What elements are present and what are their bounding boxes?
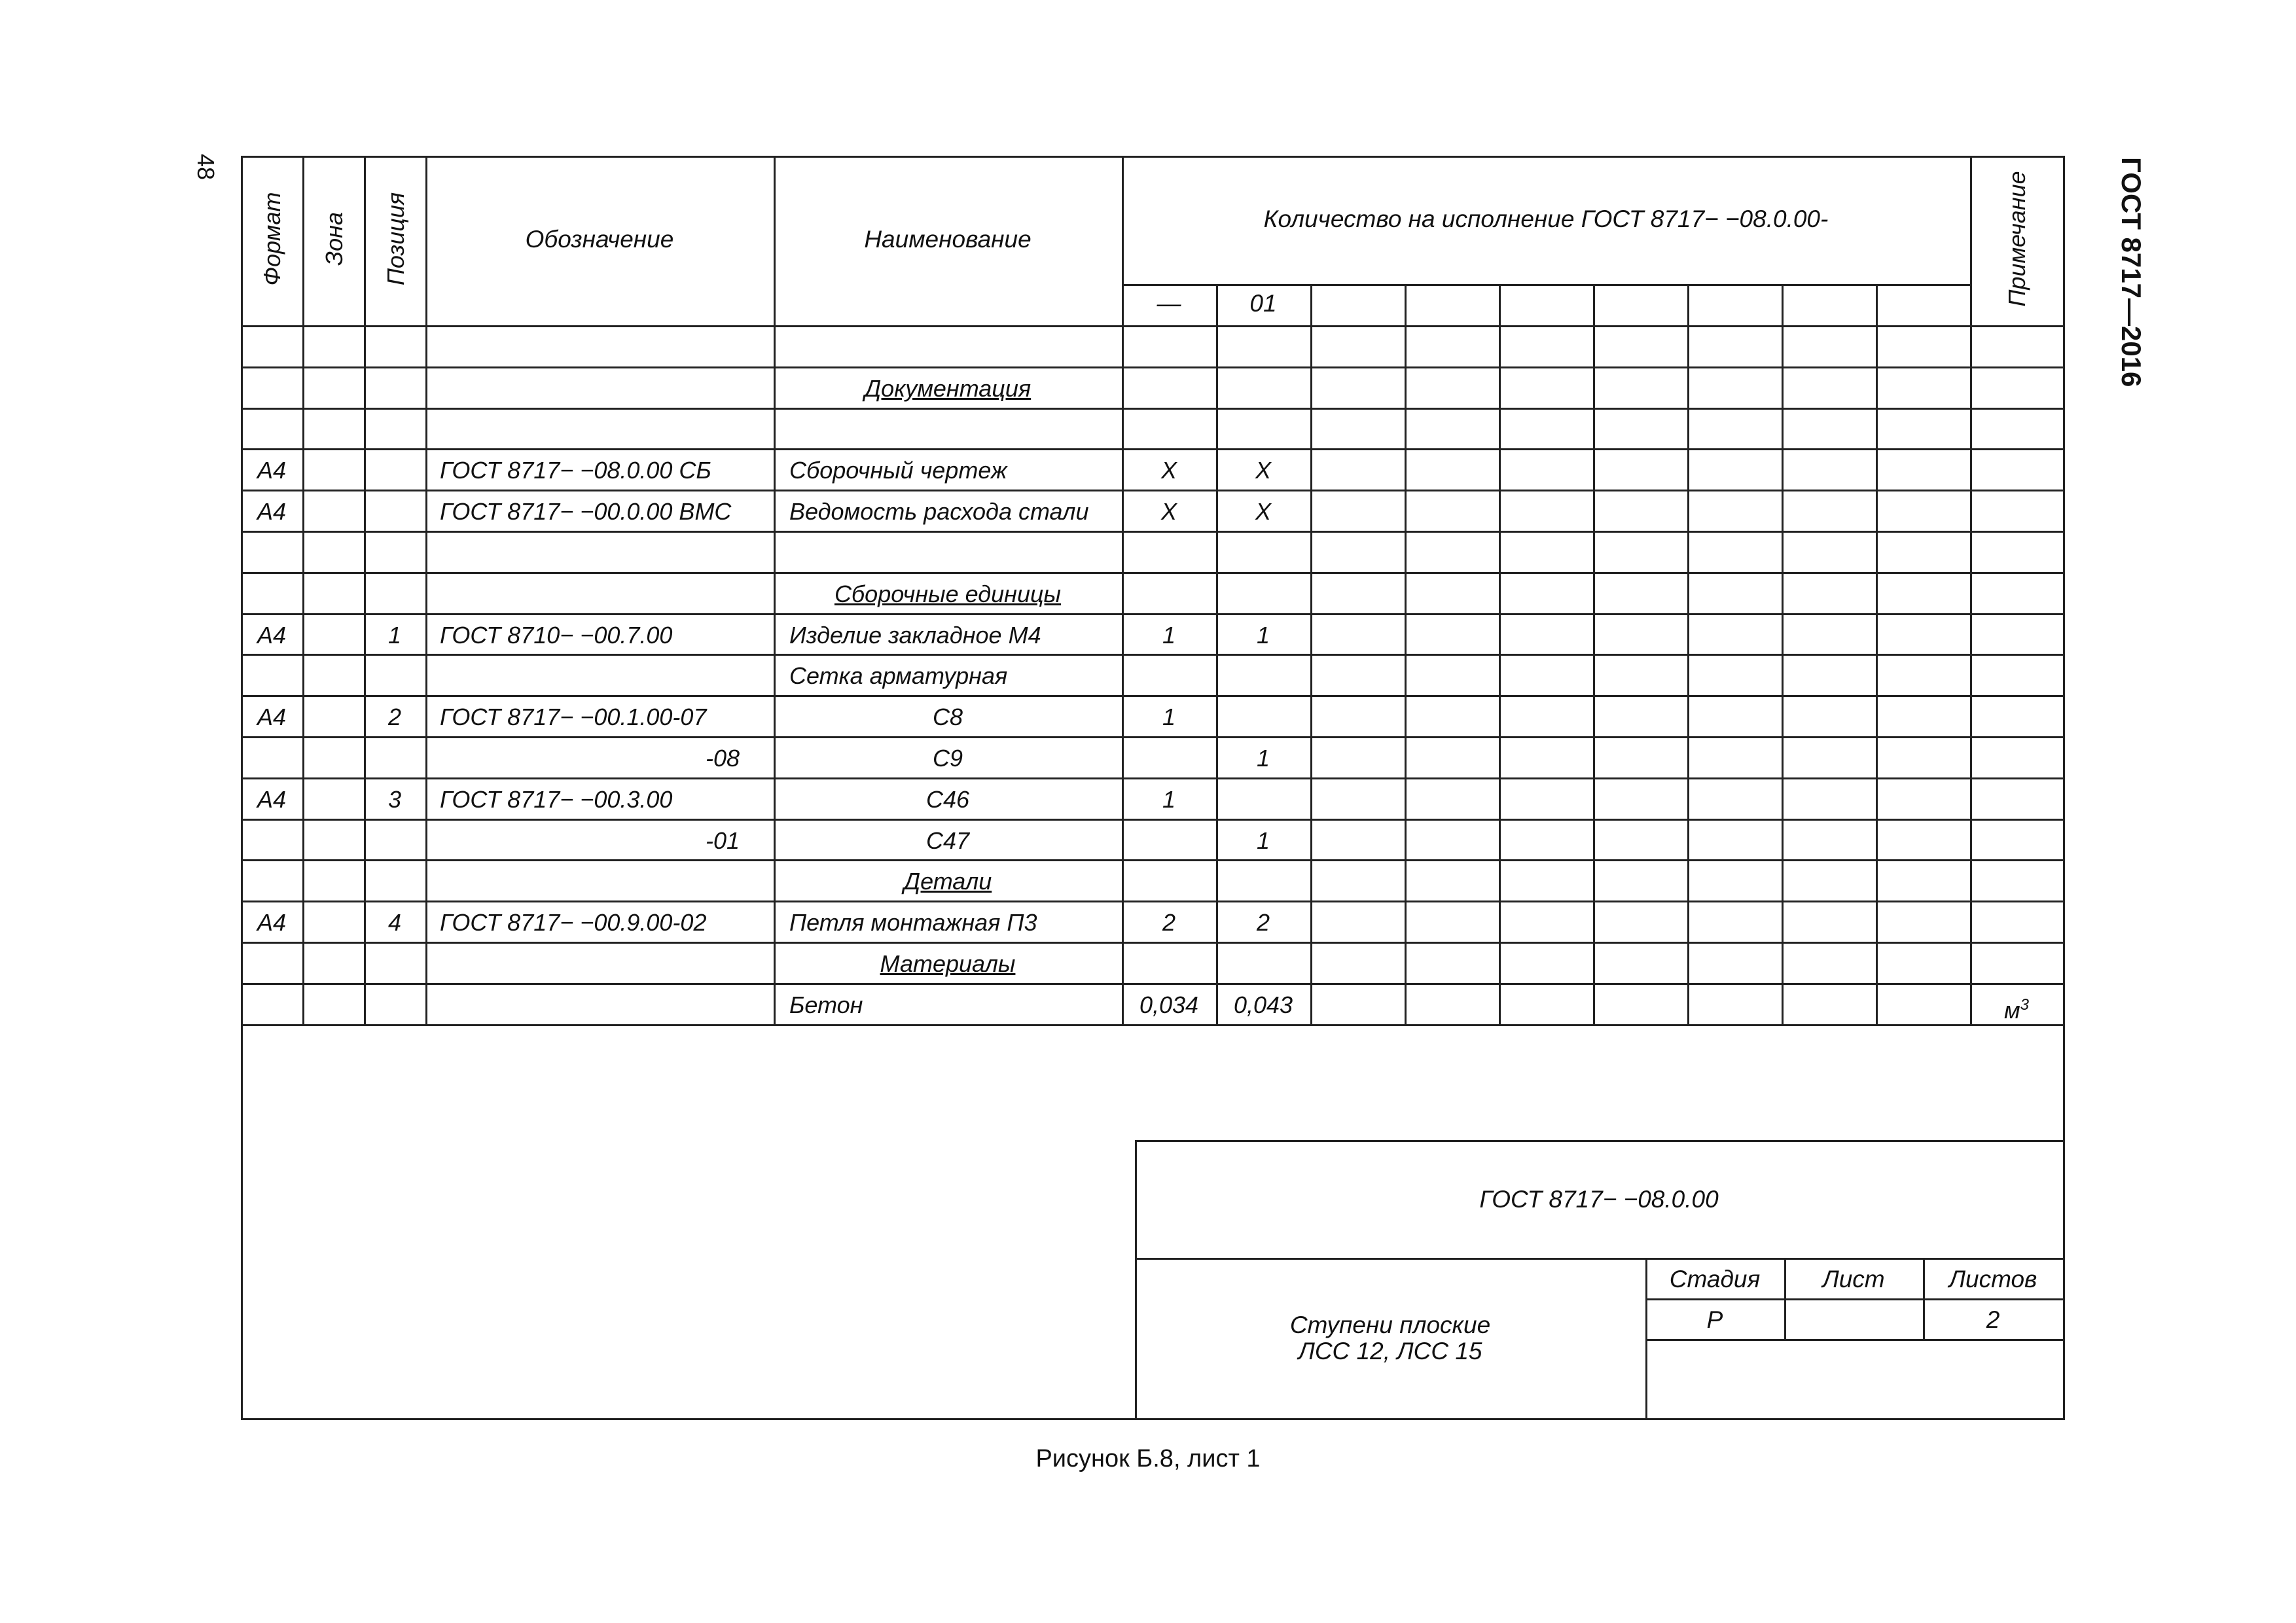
row-note (1970, 696, 2063, 738)
row-qty-base: 1 (1162, 704, 1176, 731)
row-qty-base (1122, 573, 1216, 615)
title-block-sheets-value: 2 (1986, 1306, 2000, 1333)
row-position (364, 368, 425, 409)
row-qty-01 (1216, 409, 1310, 450)
figure-caption: Рисунок Б.8, лист 1 (1035, 1445, 1261, 1472)
row-note (1970, 861, 2063, 902)
row-designation: -08 (705, 745, 740, 772)
row-format: А4 (257, 621, 287, 649)
row-name: Сетка арматурная (789, 662, 1008, 690)
row-note (1970, 779, 2063, 820)
table-column-line (425, 156, 427, 1024)
row-format: А4 (257, 909, 287, 936)
frame-bottom-line (241, 1418, 2065, 1420)
row-designation (440, 368, 767, 409)
row-note (1970, 368, 2063, 409)
row-name: Изделие закладное М4 (789, 621, 1041, 649)
row-qty-base (1122, 655, 1216, 696)
row-format (241, 861, 302, 902)
row-designation: ГОСТ 8717− −08.0.00 СБ (440, 457, 711, 484)
row-format (241, 655, 302, 696)
title-block-stage-value-line (1645, 1339, 2063, 1341)
row-note: $м^3$ (2003, 995, 2030, 1024)
row-name (789, 409, 1117, 450)
table-column-line (302, 156, 304, 1024)
row-qty-01 (1216, 943, 1310, 984)
row-qty-01 (1216, 861, 1310, 902)
row-name: Бетон (789, 991, 863, 1018)
row-designation: ГОСТ 8710− −00.7.00 (440, 621, 673, 649)
header-variant-base: — (1157, 290, 1181, 317)
row-note (1970, 327, 2063, 368)
row-qty-01: 0,043 (1233, 991, 1293, 1018)
row-qty-01: 1 (1256, 621, 1270, 649)
frame-top-line (241, 156, 2065, 158)
header-note: Примечание (2003, 171, 2030, 307)
row-format (241, 943, 302, 984)
row-note (1970, 573, 2063, 615)
row-designation (440, 573, 767, 615)
row-designation: ГОСТ 8717− −00.0.00 ВМС (440, 498, 732, 526)
row-designation: ГОСТ 8717− −00.3.00 (440, 785, 673, 813)
row-format (241, 532, 302, 573)
row-qty-01 (1216, 532, 1310, 573)
header-designation: Обозначение (525, 226, 674, 253)
row-qty-base (1122, 532, 1216, 573)
header-name: Наименование (864, 226, 1031, 253)
row-designation (440, 943, 767, 984)
header-variant-01: 01 (1249, 290, 1277, 317)
row-qty-01 (1216, 573, 1310, 615)
document-standard-title: ГОСТ 8717—2016 (2116, 157, 2147, 387)
row-format: А4 (257, 704, 287, 731)
row-format (241, 368, 302, 409)
title-block-designation: ГОСТ 8717− −08.0.00 (1479, 1186, 1719, 1213)
row-position: 4 (387, 909, 402, 936)
row-format (241, 573, 302, 615)
row-format: А4 (257, 785, 287, 813)
row-qty-base (1122, 738, 1216, 779)
title-block-sheets-label: Листов (1948, 1266, 2037, 1293)
row-note (1970, 943, 2063, 984)
section-heading: Сборочные единицы (834, 580, 1062, 607)
row-name: С9 (932, 745, 963, 772)
row-qty-base: 1 (1162, 785, 1176, 813)
row-note (1970, 532, 2063, 573)
row-designation (440, 532, 767, 573)
row-position (364, 491, 425, 532)
row-note (1970, 409, 2063, 450)
row-qty-base (1122, 327, 1216, 368)
row-qty-01: 2 (1256, 909, 1270, 936)
row-name: Петля монтажная П3 (789, 909, 1037, 936)
row-position (364, 409, 425, 450)
row-qty-01 (1216, 327, 1310, 368)
row-qty-base: 1 (1162, 621, 1176, 649)
row-name: С47 (925, 827, 970, 854)
row-position (364, 820, 425, 861)
row-position (364, 327, 425, 368)
row-qty-01: 1 (1256, 745, 1270, 772)
row-format: А4 (257, 457, 287, 484)
row-note (1970, 655, 2063, 696)
row-position (364, 943, 425, 984)
header-position: Позиция (382, 192, 409, 286)
frame-right-line (2063, 156, 2065, 1418)
row-qty-base: 2 (1162, 909, 1176, 936)
section-heading: Документация (864, 374, 1031, 402)
row-name: Ведомость расхода стали (789, 498, 1089, 526)
row-designation (440, 984, 767, 1026)
title-block-name-line2: ЛСС 12, ЛСС 15 (1298, 1338, 1482, 1364)
row-designation (440, 409, 767, 450)
row-qty-base (1122, 943, 1216, 984)
title-block-sheet-label: Лист (1822, 1266, 1885, 1293)
row-qty-01: Х (1255, 457, 1271, 484)
row-designation: ГОСТ 8717− −00.1.00-07 (440, 704, 707, 731)
row-designation (440, 861, 767, 902)
row-qty-base: 0,034 (1139, 991, 1199, 1018)
row-format (241, 738, 302, 779)
header-format: Формат (259, 192, 285, 286)
row-qty-base (1122, 368, 1216, 409)
row-qty-base (1122, 409, 1216, 450)
row-qty-01 (1216, 655, 1310, 696)
row-qty-01 (1216, 368, 1310, 409)
row-designation (440, 327, 767, 368)
row-name: Сборочный чертеж (789, 457, 1007, 484)
title-block-name-line1: Ступени плоские (1289, 1311, 1491, 1338)
row-format: А4 (257, 498, 287, 526)
header-zone: Зона (321, 212, 348, 266)
row-name: С8 (932, 704, 963, 731)
row-qty-base (1122, 861, 1216, 902)
row-position: 3 (387, 785, 402, 813)
row-position (364, 861, 425, 902)
row-qty-01: 1 (1256, 827, 1270, 854)
row-note (1970, 738, 2063, 779)
header-quantity: Количество на исполнение ГОСТ 8717− −08.0.00- (1263, 205, 1829, 232)
row-position (364, 532, 425, 573)
section-heading: Детали (903, 868, 992, 895)
note-superscript: 3 (2020, 995, 2030, 1014)
title-block-left-line (1135, 1140, 1137, 1418)
row-qty-01 (1216, 779, 1310, 820)
row-designation: -01 (705, 827, 740, 854)
quantity-subheader-line (1122, 284, 1970, 286)
row-note (1970, 450, 2063, 491)
page-number: 48 (192, 154, 219, 181)
title-block-stage-line (1645, 1298, 2063, 1300)
row-note (1970, 615, 2063, 656)
row-name (789, 327, 1117, 368)
row-note (1970, 820, 2063, 861)
row-qty-base: Х (1160, 498, 1177, 526)
row-format (241, 327, 302, 368)
row-note (1970, 491, 2063, 532)
title-block-stage-value: Р (1706, 1306, 1723, 1333)
row-position (364, 573, 425, 615)
row-format (241, 820, 302, 861)
row-qty-01: Х (1255, 498, 1271, 526)
row-position: 1 (387, 621, 402, 649)
row-position: 2 (387, 704, 402, 731)
row-qty-base: Х (1160, 457, 1177, 484)
row-qty-01 (1216, 696, 1310, 738)
row-format (241, 984, 302, 1026)
row-position (364, 738, 425, 779)
title-block-stage-label: Стадия (1669, 1266, 1761, 1293)
row-name: С46 (925, 785, 970, 813)
row-name (789, 532, 1117, 573)
row-format (241, 409, 302, 450)
row-position (364, 655, 425, 696)
row-position (364, 450, 425, 491)
row-designation (440, 655, 767, 696)
title-block-top-line (1135, 1140, 2063, 1142)
row-qty-base (1122, 820, 1216, 861)
row-note (1970, 902, 2063, 943)
row-position (364, 984, 425, 1026)
section-heading: Материалы (880, 950, 1016, 977)
row-designation: ГОСТ 8717− −00.9.00-02 (440, 909, 707, 936)
